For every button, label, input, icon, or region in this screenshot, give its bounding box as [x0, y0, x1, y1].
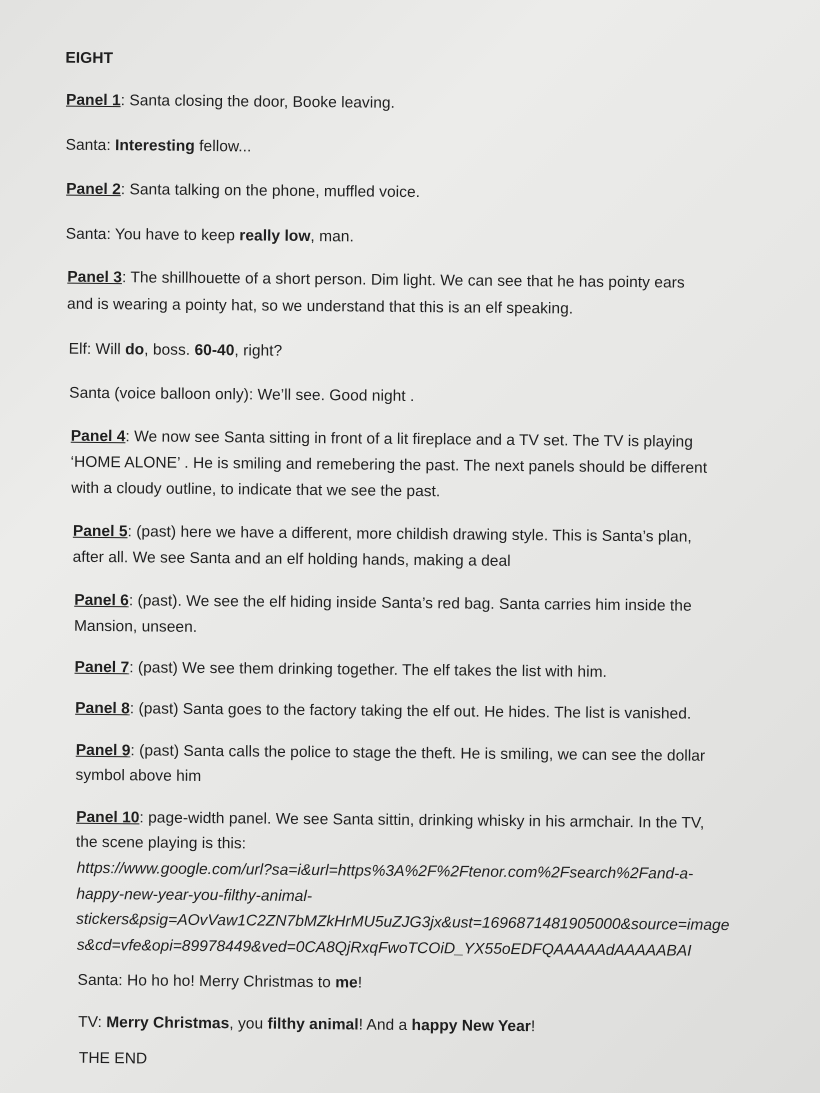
panel-label: Panel 8 [75, 699, 130, 718]
panel-10-url-line-2: happy-new-year-you-filthy-animal- [76, 885, 313, 906]
dialogue-text: Santa: Ho ho ho! Merry Christmas to [77, 971, 336, 992]
panel-label: Panel 6 [74, 591, 129, 610]
panel-10-url-line-4: s&cd=vfe&opi=89978449&ved=0CA8QjRxqFwoTCOiD_YX55oEDFQAAAAAdAAAAABAI [76, 936, 692, 960]
dialogue-emphasis: 60-40 [194, 341, 235, 360]
panel-4-line-2: ‘HOME ALONE’ . He is smiling and remebering the past. The next panels should be different [70, 453, 708, 477]
dialogue-text: fellow... [194, 137, 252, 156]
dialogue-text: Santa: You have to keep [65, 225, 240, 245]
dialogue-santa-1 [65, 134, 251, 159]
dialogue-text: Santa: [65, 136, 116, 155]
panel-10-url-line-3: stickers&psig=AOvVaw1C2ZN7bMZkHrMU5uZJG3jx&ust=1696871481905000&source=image [76, 910, 730, 935]
dialogue-text: TV: [78, 1013, 107, 1032]
dialogue-emphasis: do [125, 341, 145, 359]
panel-text: : (past) here we have a different, more childish drawing style. This is Santa’s plan, [127, 523, 692, 546]
panel-6-line-1 [74, 589, 692, 618]
dialogue-santa-3: Santa (voice balloon only): We’ll see. Good night . [69, 384, 415, 405]
panel-10-line-1 [76, 806, 704, 835]
dialogue-text: ! And a [358, 1016, 412, 1034]
panel-text: : Santa talking on the phone, muffled voice. [120, 181, 421, 202]
panel-9-line-2: symbol above him [75, 766, 202, 785]
dialogue-emphasis: filthy animal [267, 1015, 359, 1034]
dialogue-text: ! [530, 1018, 536, 1036]
panel-8 [75, 697, 691, 726]
panel-10-url-line-1: https://www.google.com/url?sa=i&url=https%3A%2F%2Ftenor.com%2Fsearch%2Fand-a- [76, 859, 694, 883]
panel-text: : (past) We see them drinking together. The elf takes the list with him. [129, 659, 608, 681]
panel-label: Panel 7 [74, 658, 130, 677]
panel-text: : (past). We see the elf hiding inside Santa’s red bag. Santa carries him inside the [128, 592, 692, 615]
panel-5-line-2: after all. We see Santa and an elf holding hands, making a deal [72, 548, 511, 570]
panel-7 [74, 656, 607, 684]
panel-text: : (past) Santa goes to the factory taking the elf out. He hides. The list is vanished. [129, 700, 692, 723]
panel-3-line-1 [67, 266, 685, 295]
panel-text: : The shillhouette of a short person. Dim light. We can see that he has pointy ears [121, 269, 685, 292]
panel-text: : We now see Santa sitting in front of a lit fireplace and a TV set. The TV is playing [125, 428, 693, 451]
dialogue-tv [78, 1011, 535, 1038]
dialogue-text: , boss. [144, 341, 195, 359]
the-end: THE END [78, 1049, 148, 1068]
panel-text: : Santa closing the door, Booke leaving. [120, 92, 396, 112]
dialogue-text: , right? [234, 342, 283, 360]
dialogue-text: , you [229, 1015, 268, 1033]
dialogue-text: Elf: Will [68, 340, 126, 359]
panel-label: Panel 1 [65, 91, 121, 110]
dialogue-santa-4 [77, 969, 362, 995]
panel-label: Panel 4 [70, 427, 126, 446]
dialogue-text: , man. [310, 227, 354, 246]
panel-5-line-1 [73, 520, 692, 549]
dialogue-text: ! [357, 974, 363, 992]
panel-1 [66, 89, 395, 115]
panel-label: Panel 5 [72, 522, 128, 541]
panel-3-line-2: and is wearing a pointy hat, so we understand that this is an elf speaking. [67, 295, 574, 318]
panel-text: : page-width panel. We see Santa sittin, drinking whisky in his armchair. In the TV, [139, 809, 705, 832]
panel-label: Panel 2 [66, 180, 121, 199]
panel-label: Panel 9 [75, 741, 131, 760]
panel-text: : (past) Santa calls the police to stage the theft. He is smiling, we can see the dollar [130, 742, 706, 765]
dialogue-santa-2 [66, 223, 354, 249]
panel-4-line-1 [71, 425, 693, 454]
dialogue-emphasis: happy New Year [411, 1016, 531, 1036]
dialogue-emphasis: me [335, 974, 358, 992]
dialogue-elf [69, 338, 283, 363]
panel-10-line-2: the scene playing is this: [75, 833, 247, 853]
panel-6-line-2: Mansion, unseen. [73, 617, 198, 636]
dialogue-emphasis: Interesting [114, 137, 195, 155]
panel-9-line-1 [76, 739, 706, 768]
dialogue-emphasis: really low [239, 227, 311, 245]
dialogue-emphasis: Merry Christmas [106, 1014, 230, 1033]
panel-4-line-3: with a cloudy outline, to indicate that we see the past. [71, 479, 441, 501]
panel-label: Panel 3 [67, 268, 123, 287]
panel-label: Panel 10 [76, 808, 140, 827]
page-heading: EIGHT [65, 49, 114, 68]
panel-2 [66, 178, 420, 204]
